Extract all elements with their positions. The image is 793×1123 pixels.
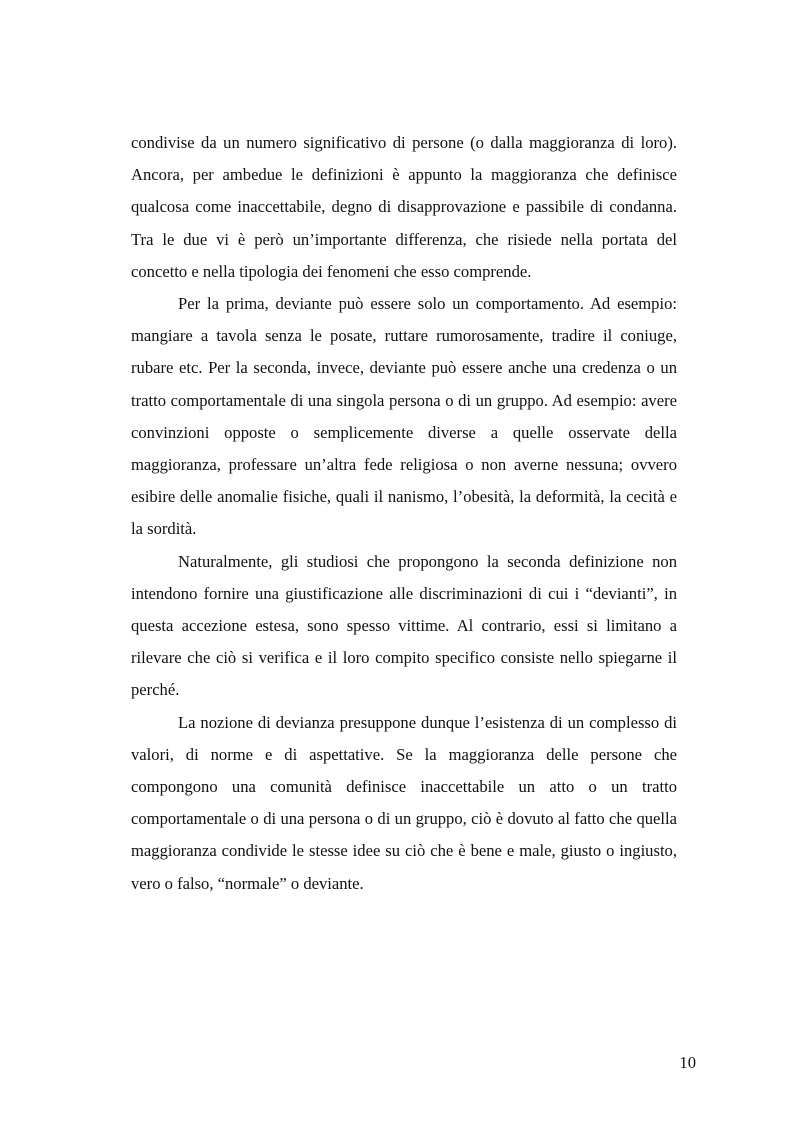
paragraph-3: Naturalmente, gli studiosi che propongono la seconda definizione non intendono fornire una giustificazione alle discriminazioni di cui i “devianti”, in questa accezione estesa, sono spesso vittime. Al contrario, essi si limitano a rilevare che ciò si verifica e il loro compito specifico consiste nello spiegarne il perché. <box>131 551 677 700</box>
page-number: 10 <box>679 1053 696 1072</box>
paragraph-2: Per la prima, deviante può essere solo un comportamento. Ad esempio: mangiare a tavola senza le posate, ruttare rumorosamente, tradire il coniuge, rubare etc. Per la seconda, invece, deviante può essere anche una credenza o un tratto comportamentale di una singola persona o di un gruppo. Ad esempio: avere convinzioni opposte o semplicemente diverse a quelle osservate della maggioranza, professare un’altra fede religiosa o non averne nessuna; ovvero esibire delle anomalie fisiche, quali il nanismo, l’obesità, la deformità, la cecità e la sordità. <box>131 294 677 539</box>
paragraph-4: La nozione di devianza presuppone dunque l’esistenza di un complesso di valori, di norme e di aspettative. Se la maggioranza delle persone che compongono una comunità definisce inaccettabile un atto o un tratto comportamentale o di una persona o di un gruppo, ciò è dovuto al fatto che quella maggioranza condivide le stesse idee su ciò che è bene e male, giusto o ingiusto, vero o falso, “normale” o deviante. <box>131 712 677 893</box>
paragraph-1: condivise da un numero significativo di persone (o dalla maggioranza di loro). Ancora, per ambedue le definizioni è appunto la maggioranza che definisce qualcosa come inaccettabile, degno di disapprovazione e passibile di condanna. Tra le due vi è però un’importante differenza, che risiede nella portata del concetto e nella tipologia dei fenomeni che esso comprende. <box>131 133 677 281</box>
document-body <box>131 127 677 900</box>
